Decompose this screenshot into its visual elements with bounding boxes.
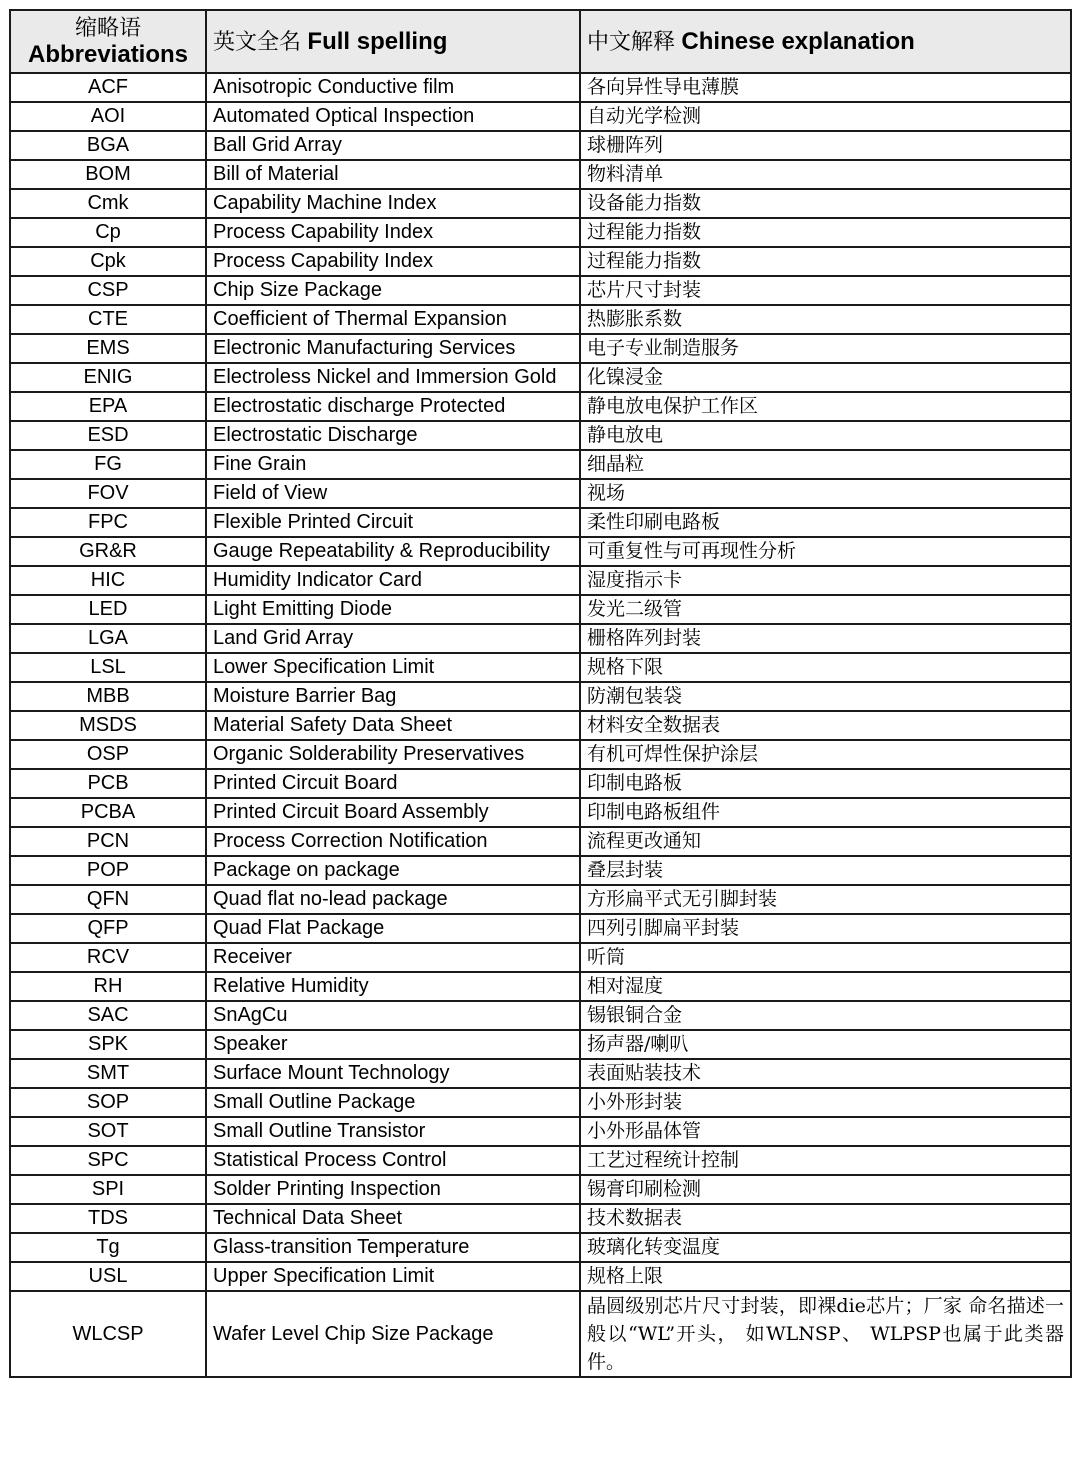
table-row	[10, 247, 1071, 276]
table-row	[10, 508, 1071, 537]
abbr-cell: SPC	[10, 1146, 206, 1175]
full-spelling-cell: Surface Mount Technology	[206, 1059, 580, 1088]
table-row	[10, 189, 1071, 218]
chinese-explanation-cell: 叠层封装	[580, 856, 1071, 885]
chinese-explanation-cell: 锡银铜合金	[580, 1001, 1071, 1030]
full-spelling-cell: Package on package	[206, 856, 580, 885]
full-spelling-cell: Speaker	[206, 1030, 580, 1059]
header-abbr-zh: 缩略语	[74, 15, 141, 41]
table-row	[10, 479, 1071, 508]
full-spelling-cell: Solder Printing Inspection	[206, 1175, 580, 1204]
full-spelling-cell: Small Outline Package	[206, 1088, 580, 1117]
full-spelling-cell: Electrostatic Discharge	[206, 421, 580, 450]
abbr-cell: TDS	[10, 1204, 206, 1233]
table-row	[10, 392, 1071, 421]
chinese-explanation-cell: 静电放电保护工作区	[580, 392, 1071, 421]
full-spelling-cell: Automated Optical Inspection	[206, 102, 580, 131]
chinese-explanation-cell: 工艺过程统计控制	[580, 1146, 1071, 1175]
abbr-cell: LSL	[10, 653, 206, 682]
chinese-explanation-cell: 相对湿度	[580, 972, 1071, 1001]
table-row	[10, 914, 1071, 943]
header-full-en: Full spelling	[307, 27, 448, 55]
full-spelling-cell: Technical Data Sheet	[206, 1204, 580, 1233]
abbr-cell: Cp	[10, 218, 206, 247]
table-row	[10, 363, 1071, 392]
chinese-explanation-cell: 四列引脚扁平封装	[580, 914, 1071, 943]
abbr-cell: RH	[10, 972, 206, 1001]
abbr-cell: LGA	[10, 624, 206, 653]
abbr-cell: EPA	[10, 392, 206, 421]
header-chinese-zh: 中文解释	[587, 29, 676, 55]
table-body	[10, 73, 1071, 1377]
full-spelling-cell: Wafer Level Chip Size Package	[206, 1291, 580, 1377]
chinese-explanation-cell: 芯片尺寸封装	[580, 276, 1071, 305]
chinese-explanation-cell: 过程能力指数	[580, 247, 1071, 276]
abbr-cell: ENIG	[10, 363, 206, 392]
abbr-cell: AOI	[10, 102, 206, 131]
chinese-explanation-cell: 扬声器/喇叭	[580, 1030, 1071, 1059]
abbr-cell: SAC	[10, 1001, 206, 1030]
table-row	[10, 160, 1071, 189]
full-spelling-cell: Coefficient of Thermal Expansion	[206, 305, 580, 334]
full-spelling-cell: Flexible Printed Circuit	[206, 508, 580, 537]
chinese-explanation-cell: 小外形封装	[580, 1088, 1071, 1117]
abbr-cell: MSDS	[10, 711, 206, 740]
full-spelling-cell: Organic Solderability Preservatives	[206, 740, 580, 769]
abbr-cell: FG	[10, 450, 206, 479]
chinese-explanation-cell: 锡膏印刷检测	[580, 1175, 1071, 1204]
full-spelling-cell: Chip Size Package	[206, 276, 580, 305]
table-header	[10, 10, 1071, 73]
full-spelling-cell: Fine Grain	[206, 450, 580, 479]
table-row	[10, 1291, 1071, 1377]
abbr-cell: FOV	[10, 479, 206, 508]
chinese-explanation-cell: 有机可焊性保护涂层	[580, 740, 1071, 769]
table-row	[10, 566, 1071, 595]
full-spelling-cell: Electrostatic discharge Protected	[206, 392, 580, 421]
abbr-cell: SMT	[10, 1059, 206, 1088]
chinese-explanation-cell: 栅格阵列封装	[580, 624, 1071, 653]
table-row	[10, 856, 1071, 885]
chinese-explanation-cell: 柔性印刷电路板	[580, 508, 1071, 537]
abbr-cell: QFP	[10, 914, 206, 943]
table-row	[10, 798, 1071, 827]
header-full-zh: 英文全名	[213, 29, 302, 55]
chinese-explanation-cell: 小外形晶体管	[580, 1117, 1071, 1146]
table-row	[10, 450, 1071, 479]
abbr-cell: PCBA	[10, 798, 206, 827]
chinese-explanation-cell: 各向异性导电薄膜	[580, 73, 1071, 102]
full-spelling-cell: Process Correction Notification	[206, 827, 580, 856]
full-spelling-cell: Bill of Material	[206, 160, 580, 189]
full-spelling-cell: Light Emitting Diode	[206, 595, 580, 624]
table-row	[10, 1233, 1071, 1262]
table-row	[10, 334, 1071, 363]
table-row	[10, 653, 1071, 682]
table-row	[10, 972, 1071, 1001]
full-spelling-cell: Glass-transition Temperature	[206, 1233, 580, 1262]
chinese-explanation-cell: 玻璃化转变温度	[580, 1233, 1071, 1262]
table-row	[10, 827, 1071, 856]
header-chinese-en: Chinese explanation	[681, 27, 915, 55]
full-spelling-cell: Land Grid Array	[206, 624, 580, 653]
chinese-explanation-cell: 湿度指示卡	[580, 566, 1071, 595]
table-row	[10, 1059, 1071, 1088]
full-spelling-cell: Quad Flat Package	[206, 914, 580, 943]
full-spelling-cell: SnAgCu	[206, 1001, 580, 1030]
full-spelling-cell: Printed Circuit Board Assembly	[206, 798, 580, 827]
abbr-cell: CSP	[10, 276, 206, 305]
table-row	[10, 595, 1071, 624]
abbr-cell: SPK	[10, 1030, 206, 1059]
table-row	[10, 1146, 1071, 1175]
abbr-cell: OSP	[10, 740, 206, 769]
abbr-cell: CTE	[10, 305, 206, 334]
full-spelling-cell: Small Outline Transistor	[206, 1117, 580, 1146]
abbr-cell: ACF	[10, 73, 206, 102]
abbr-cell: FPC	[10, 508, 206, 537]
full-spelling-cell: Lower Specification Limit	[206, 653, 580, 682]
abbr-cell: USL	[10, 1262, 206, 1291]
table-row	[10, 1262, 1071, 1291]
table-row	[10, 682, 1071, 711]
chinese-explanation-cell: 规格上限	[580, 1262, 1071, 1291]
abbr-cell: PCN	[10, 827, 206, 856]
full-spelling-cell: Material Safety Data Sheet	[206, 711, 580, 740]
abbr-cell: EMS	[10, 334, 206, 363]
full-spelling-cell: Capability Machine Index	[206, 189, 580, 218]
table-row	[10, 711, 1071, 740]
chinese-explanation-cell: 细晶粒	[580, 450, 1071, 479]
abbr-cell: SOP	[10, 1088, 206, 1117]
table-row	[10, 943, 1071, 972]
header-abbreviations	[10, 10, 206, 73]
table-row	[10, 537, 1071, 566]
full-spelling-cell: Field of View	[206, 479, 580, 508]
full-spelling-cell: Printed Circuit Board	[206, 769, 580, 798]
header-abbr-en: Abbreviations	[27, 40, 189, 68]
header-chinese-explanation	[580, 10, 1071, 73]
abbr-cell: GR&R	[10, 537, 206, 566]
abbreviation-table	[9, 9, 1072, 1378]
table-row	[10, 421, 1071, 450]
table-row	[10, 1030, 1071, 1059]
abbr-cell: Cmk	[10, 189, 206, 218]
table-row	[10, 1001, 1071, 1030]
table-row	[10, 218, 1071, 247]
full-spelling-cell: Gauge Repeatability & Reproducibility	[206, 537, 580, 566]
full-spelling-cell: Statistical Process Control	[206, 1146, 580, 1175]
full-spelling-cell: Process Capability Index	[206, 218, 580, 247]
chinese-explanation-cell: 表面贴装技术	[580, 1059, 1071, 1088]
table-row	[10, 1117, 1071, 1146]
chinese-explanation-cell: 设备能力指数	[580, 189, 1071, 218]
chinese-explanation-cell: 印制电路板组件	[580, 798, 1071, 827]
abbr-cell: RCV	[10, 943, 206, 972]
chinese-explanation-cell: 材料安全数据表	[580, 711, 1071, 740]
chinese-explanation-cell: 发光二级管	[580, 595, 1071, 624]
chinese-explanation-cell: 物料清单	[580, 160, 1071, 189]
header-row	[10, 10, 1071, 73]
chinese-explanation-cell: 印制电路板	[580, 769, 1071, 798]
table-row	[10, 1175, 1071, 1204]
abbr-cell: QFN	[10, 885, 206, 914]
table-row	[10, 1204, 1071, 1233]
abbr-cell: SPI	[10, 1175, 206, 1204]
abbr-cell: HIC	[10, 566, 206, 595]
table-row	[10, 276, 1071, 305]
full-spelling-cell: Electronic Manufacturing Services	[206, 334, 580, 363]
table-row	[10, 73, 1071, 102]
chinese-explanation-cell: 球栅阵列	[580, 131, 1071, 160]
chinese-explanation-cell: 晶圆级别芯片尺寸封装，即裸die芯片；厂家 命名描述一般以“WL”开头， 如WLNSP、 WLPSP也属于此类器件。	[580, 1291, 1071, 1377]
full-spelling-cell: Receiver	[206, 943, 580, 972]
chinese-explanation-cell: 听筒	[580, 943, 1071, 972]
abbr-cell: ESD	[10, 421, 206, 450]
abbr-cell: Tg	[10, 1233, 206, 1262]
table-row	[10, 102, 1071, 131]
abbr-cell: PCB	[10, 769, 206, 798]
abbr-cell: MBB	[10, 682, 206, 711]
chinese-explanation-cell: 化镍浸金	[580, 363, 1071, 392]
full-spelling-cell: Relative Humidity	[206, 972, 580, 1001]
table-row	[10, 885, 1071, 914]
table-row	[10, 769, 1071, 798]
chinese-explanation-cell: 过程能力指数	[580, 218, 1071, 247]
abbr-cell: WLCSP	[10, 1291, 206, 1377]
abbr-cell: Cpk	[10, 247, 206, 276]
abbr-cell: BOM	[10, 160, 206, 189]
abbr-cell: POP	[10, 856, 206, 885]
full-spelling-cell: Humidity Indicator Card	[206, 566, 580, 595]
full-spelling-cell: Upper Specification Limit	[206, 1262, 580, 1291]
chinese-explanation-cell: 电子专业制造服务	[580, 334, 1071, 363]
table-row	[10, 305, 1071, 334]
full-spelling-cell: Electroless Nickel and Immersion Gold	[206, 363, 580, 392]
chinese-explanation-cell: 自动光学检测	[580, 102, 1071, 131]
chinese-explanation-cell: 可重复性与可再现性分析	[580, 537, 1071, 566]
abbr-cell: LED	[10, 595, 206, 624]
abbr-cell: SOT	[10, 1117, 206, 1146]
chinese-explanation-cell: 视场	[580, 479, 1071, 508]
chinese-explanation-cell: 技术数据表	[580, 1204, 1071, 1233]
chinese-explanation-cell: 防潮包装袋	[580, 682, 1071, 711]
full-spelling-cell: Moisture Barrier Bag	[206, 682, 580, 711]
table-row	[10, 1088, 1071, 1117]
abbr-cell: BGA	[10, 131, 206, 160]
full-spelling-cell: Process Capability Index	[206, 247, 580, 276]
header-full-spelling	[206, 10, 580, 73]
full-spelling-cell: Quad flat no-lead package	[206, 885, 580, 914]
chinese-explanation-cell: 静电放电	[580, 421, 1071, 450]
table-row	[10, 624, 1071, 653]
chinese-explanation-cell: 规格下限	[580, 653, 1071, 682]
full-spelling-cell: Anisotropic Conductive film	[206, 73, 580, 102]
chinese-explanation-cell: 方形扁平式无引脚封装	[580, 885, 1071, 914]
chinese-explanation-cell: 流程更改通知	[580, 827, 1071, 856]
table-row	[10, 131, 1071, 160]
chinese-explanation-cell: 热膨胀系数	[580, 305, 1071, 334]
table-row	[10, 740, 1071, 769]
full-spelling-cell: Ball Grid Array	[206, 131, 580, 160]
